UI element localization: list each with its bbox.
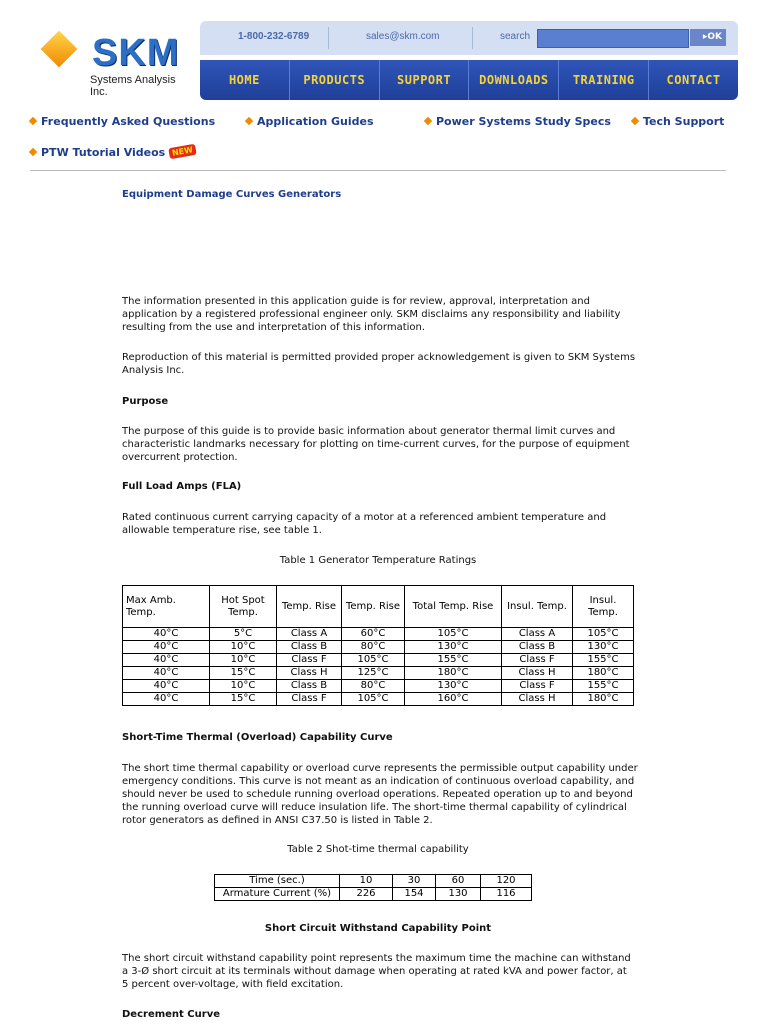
search-input[interactable] [537, 29, 689, 48]
table2-container [214, 874, 532, 901]
phone-number: 1-800-232-6789 [238, 31, 310, 42]
table-cell: Class H [502, 667, 573, 680]
table-cell: 130°C [405, 680, 502, 693]
nav-downloads[interactable]: DOWNLOADS [469, 60, 559, 100]
table-cell: 155°C [573, 654, 634, 667]
table-cell: Class B [502, 641, 573, 654]
divider [328, 27, 329, 49]
table-cell: 10°C [210, 680, 277, 693]
logo-text: SKM [92, 32, 180, 74]
link-faq-label: Frequently Asked Questions [41, 115, 216, 128]
table-cell: Time (sec.) [215, 875, 340, 888]
table-cell: 40°C [123, 693, 210, 706]
fla-heading: Full Load Amps (FLA) [122, 481, 242, 492]
link-ptw-videos[interactable] [30, 146, 196, 159]
divider [472, 27, 473, 49]
reproduction-paragraph [122, 351, 642, 377]
logo-tagline: Systems Analysis Inc. [90, 74, 176, 98]
nav-products[interactable]: PRODUCTS [290, 60, 380, 100]
table-cell: 105°C [342, 693, 405, 706]
table-cell: 180°C [573, 667, 634, 680]
table-cell: 160°C [405, 693, 502, 706]
table-cell: 125°C [342, 667, 405, 680]
table-header-cell: Hot Spot Temp. [210, 586, 277, 628]
table-cell: Class A [502, 628, 573, 641]
table-row [123, 654, 634, 667]
nav-training[interactable]: TRAINING [559, 60, 649, 100]
table-cell: 155°C [573, 680, 634, 693]
link-study-specs[interactable] [425, 115, 611, 128]
table2-caption: Table 2 Shot-time thermal capability [287, 844, 469, 855]
table-cell: 60°C [342, 628, 405, 641]
link-tech-support[interactable] [632, 115, 724, 128]
table-header-cell: Insul. Temp. [573, 586, 634, 628]
table-cell: 130°C [573, 641, 634, 654]
table-cell: 15°C [210, 667, 277, 680]
table-cell: Class F [277, 654, 342, 667]
diamond-logo-icon [41, 31, 78, 68]
table-cell: 80°C [342, 641, 405, 654]
table-row [123, 667, 634, 680]
table-cell: 15°C [210, 693, 277, 706]
table-row [123, 693, 634, 706]
table-row [123, 641, 634, 654]
table-cell: 105°C [573, 628, 634, 641]
diamond-bullet-icon [424, 117, 432, 125]
table-cell: 155°C [405, 654, 502, 667]
table-cell: Class H [502, 693, 573, 706]
table-cell: 30 [393, 875, 436, 888]
table-cell: 40°C [123, 680, 210, 693]
table-cell: 154 [393, 888, 436, 901]
nav-contact[interactable]: CONTACT [666, 73, 721, 87]
nav-support[interactable]: SUPPORT [380, 60, 470, 100]
link-faq[interactable] [30, 115, 215, 128]
table-cell: 40°C [123, 654, 210, 667]
table-cell: 130°C [405, 641, 502, 654]
table-cell: Class A [277, 628, 342, 641]
disclaimer-paragraph [122, 295, 642, 334]
fla-paragraph [122, 511, 642, 537]
table-cell: 5°C [210, 628, 277, 641]
table-cell: 10 [340, 875, 393, 888]
table-row [123, 680, 634, 693]
table-cell: Class B [277, 680, 342, 693]
table-cell: Armature Current (%) [215, 888, 340, 901]
purpose-heading: Purpose [122, 396, 169, 407]
table-header-cell: Max Amb. Temp. [123, 586, 210, 628]
table-cell: Class F [502, 654, 573, 667]
disclaimer-text: The information presented in this application guide is for review, approval, interpretation and application by a registered professional engineer only. SKM disclaims any responsibility and liability resulting from the use and interpretation of this information. [122, 296, 621, 333]
stc-heading: Short-Time Thermal (Overload) Capability Curve [122, 732, 393, 743]
table-row [215, 875, 532, 888]
email-link[interactable]: sales@skm.com [366, 31, 440, 42]
sc-heading: Short Circuit Withstand Capability Point [264, 923, 492, 934]
table-cell: 130 [436, 888, 481, 901]
table-cell: 40°C [123, 667, 210, 680]
link-app-guides-label: Application Guides [257, 115, 374, 128]
main-nav [200, 60, 738, 100]
table-row [123, 628, 634, 641]
table-cell: 105°C [405, 628, 502, 641]
skm-logo[interactable] [40, 26, 190, 96]
table-header-cell: Temp. Rise [277, 586, 342, 628]
purpose-paragraph [122, 425, 642, 464]
search-go-button[interactable]: ▸OK [690, 29, 726, 46]
search-label: search [500, 31, 531, 42]
link-application-guides[interactable] [246, 115, 374, 128]
new-badge: NEW [168, 144, 196, 160]
table-cell: 40°C [123, 641, 210, 654]
stc-paragraph [122, 762, 642, 827]
table-cell: 105°C [342, 654, 405, 667]
diamond-bullet-icon [29, 148, 37, 156]
table-cell: 180°C [573, 693, 634, 706]
table-cell: 10°C [210, 641, 277, 654]
table-header-cell: Temp. Rise [342, 586, 405, 628]
table-row [215, 888, 532, 901]
table-cell: 10°C [210, 654, 277, 667]
table-cell: Class F [277, 693, 342, 706]
table-cell: 80°C [342, 680, 405, 693]
sc-paragraph [122, 952, 632, 991]
table-cell: 116 [481, 888, 532, 901]
table-cell: Class H [277, 667, 342, 680]
table-header-cell: Insul. Temp. [502, 586, 573, 628]
table1-container [122, 585, 634, 706]
reproduction-text: Reproduction of this material is permitted provided proper acknowledgement is given to SKM Systems Analysis Inc. [122, 352, 636, 376]
diamond-bullet-icon [631, 117, 639, 125]
generator-temperature-table [122, 585, 634, 706]
sc-text: The short circuit withstand capability point represents the maximum time the machine can withstand a 3-Ø short circuit at its terminals without damage when operating at rated kVA and power factor, at 5 percent over-voltage, with field excitation. [122, 953, 631, 990]
table-header-cell: Total Temp. Rise [405, 586, 502, 628]
stc-text: The short time thermal capability or overload curve represents the permissible output capability under emergency conditions. This curve is not meant as an indication of continuous overload capability, and should never be used to schedule running overload operations. Repeated operation up to and beyond the running overload curve will reduce insulation life. The short-time thermal capability of cylindrical rotor generators as defined in ANSI C37.50 is listed in Table 2. [122, 763, 638, 826]
table-cell: 40°C [123, 628, 210, 641]
page-title: Equipment Damage Curves Generators [122, 189, 342, 200]
table-header-row [123, 586, 634, 628]
contact-search-bar [200, 21, 738, 55]
diamond-bullet-icon [29, 117, 37, 125]
table-cell: 180°C [405, 667, 502, 680]
link-tech-support-label: Tech Support [643, 115, 725, 128]
nav-home[interactable]: HOME [200, 60, 290, 100]
divider [30, 170, 726, 171]
table-cell: 60 [436, 875, 481, 888]
link-study-specs-label: Power Systems Study Specs [436, 115, 611, 128]
table-cell: 120 [481, 875, 532, 888]
short-time-thermal-table [214, 874, 532, 901]
table-cell: 226 [340, 888, 393, 901]
table-cell: Class F [502, 680, 573, 693]
diamond-bullet-icon [245, 117, 253, 125]
table-cell: Class B [277, 641, 342, 654]
fla-text: Rated continuous current carrying capacity of a motor at a referenced ambient temperature and allowable temperature rise, see table 1. [122, 512, 607, 536]
decrement-heading: Decrement Curve [122, 1009, 220, 1020]
link-ptw-videos-label: PTW Tutorial Videos [41, 146, 166, 159]
table1-caption: Table 1 Generator Temperature Ratings [279, 555, 477, 566]
purpose-text: The purpose of this guide is to provide basic information about generator thermal limit curves and characteristic landmarks necessary for plotting on time-current curves, for the purpose of equipment overcurrent protection. [122, 426, 630, 463]
